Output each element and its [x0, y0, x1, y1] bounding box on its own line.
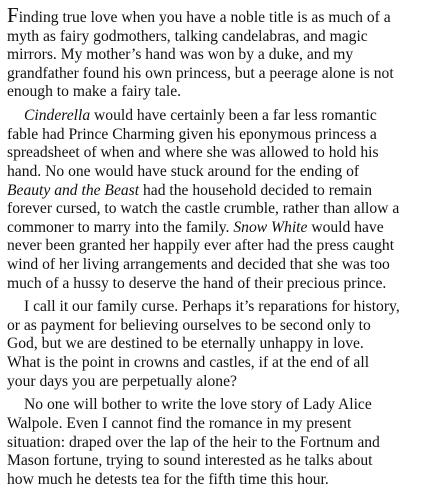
text-line — [7, 200, 432, 219]
text-run: much of a hussy to deserve the hand of their precious prince. — [7, 274, 387, 292]
text-line — [7, 434, 432, 453]
text-run: What is the point in crowns and castles, if at the end of all — [7, 354, 370, 372]
text-run: never been granted her happily ever after had the press caught — [7, 237, 395, 255]
text-run: would have — [307, 218, 384, 236]
text-line — [7, 354, 432, 373]
text-run: your days you are perpetually alone? — [7, 372, 237, 390]
text-line — [7, 126, 432, 145]
text-line — [7, 317, 432, 336]
text-run: hand. No one would have stuck around for the ending of — [7, 162, 360, 180]
text-line — [7, 182, 432, 201]
text-line — [7, 219, 432, 238]
text-line — [7, 275, 432, 294]
text-run: or as payment for believing ourselves to be second only to — [7, 316, 371, 334]
italic-title: Snow White — [233, 218, 308, 236]
text-run: No one will bother to write the love story of Lady Alice — [24, 396, 372, 414]
text-line — [7, 298, 432, 317]
text-run: Mason fortune, trying to sound interested as he talks about — [7, 452, 373, 470]
text-run: situation: draped over the lap of the heir to the Fortnum and — [7, 433, 380, 451]
text-line — [7, 471, 432, 489]
text-line — [7, 452, 432, 471]
text-line — [7, 65, 432, 84]
paragraph-3 — [7, 298, 432, 391]
text-run: myth as fairy godmothers, talking candelabras, and magic — [7, 27, 368, 45]
text-run: had the household decided to remain — [139, 181, 373, 199]
text-run: fable had Prince Charming given his eponymous princess a — [7, 125, 377, 143]
text-line — [7, 373, 432, 392]
paragraph-4 — [7, 396, 432, 489]
text-line — [7, 3, 432, 28]
text-line — [7, 46, 432, 65]
italic-title: Beauty and the Beast — [7, 181, 140, 199]
paragraph-1 — [7, 3, 432, 102]
text-line — [7, 28, 432, 47]
page-text-body — [7, 3, 432, 489]
text-run: mirrors. My mother’s hand was won by a duke, and my — [7, 46, 354, 64]
text-line — [7, 107, 432, 126]
text-line — [7, 396, 432, 415]
text-run: enough to make a fairy tale. — [7, 83, 182, 101]
text-run: spreadsheet of when and where she was allowed to hold his — [7, 144, 379, 162]
text-run: commoner to marry into the family. — [7, 218, 234, 236]
initial-capital: F — [7, 3, 19, 27]
text-line — [7, 83, 432, 102]
text-run: wind of her living arrangements and decided that she was too — [7, 255, 390, 273]
text-line — [7, 256, 432, 275]
text-line — [7, 335, 432, 354]
text-run: how much he detests tea for the fifth time this hour. — [7, 470, 329, 488]
text-run: Walpole. Even I cannot find the romance in my present — [7, 415, 352, 433]
text-line — [7, 144, 432, 163]
text-line — [7, 237, 432, 256]
italic-title: Cinderella — [24, 107, 91, 125]
text-run: would have certainly been a far less romantic — [90, 107, 377, 125]
text-run: God, but we are destined to be eternally unhappy in love. — [7, 335, 364, 353]
text-line — [7, 415, 432, 434]
text-run: I call it our family curse. Perhaps it’s reparations for history, — [24, 298, 400, 316]
text-run: forever cursed, to watch the castle crumble, rather than allow a — [7, 200, 400, 218]
text-run: grandfather found his own princess, but a peerage alone is not — [7, 64, 394, 82]
paragraph-2 — [7, 107, 432, 293]
text-run: inding true love when you have a noble title is as much of a — [18, 9, 391, 26]
text-line — [7, 163, 432, 182]
